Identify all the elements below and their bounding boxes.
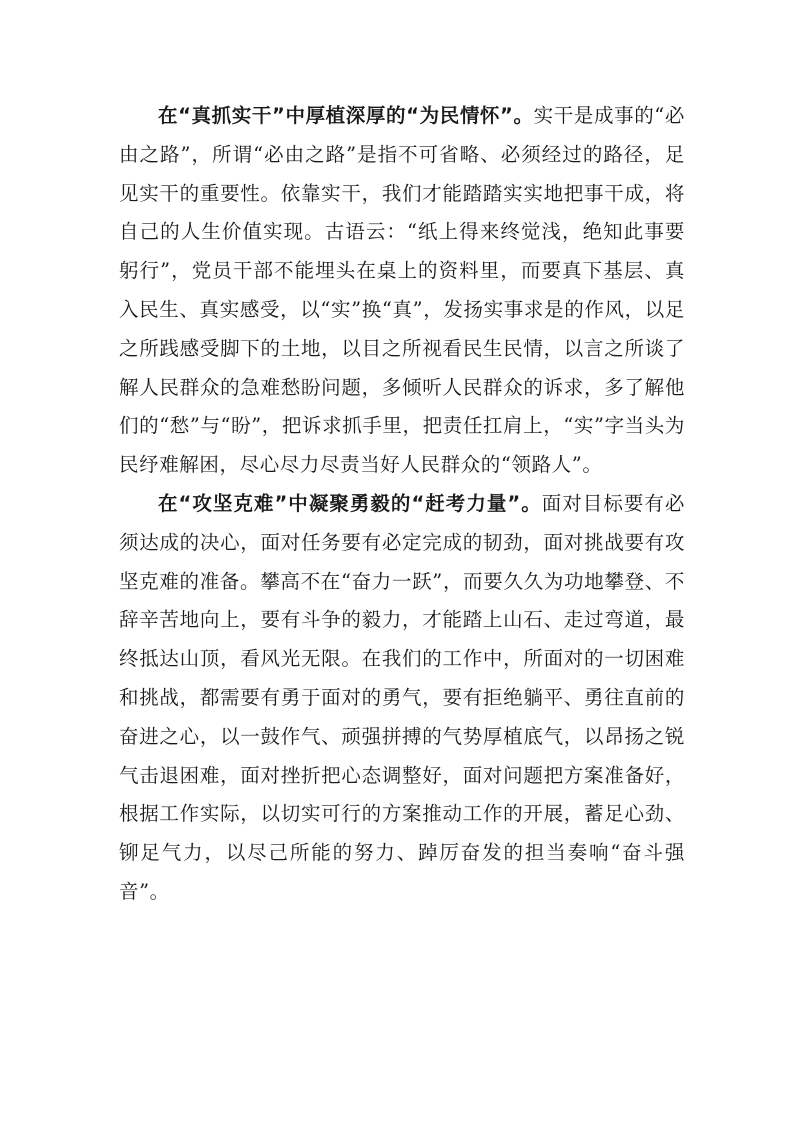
paragraph-2-text: 面对目标要有必须达成的决心，面对任务要有必定完成的韧劲，面对挑战要有攻坚克难的准备。攀高不在“奋力一跃”，而要久久为功地攀登、不辞辛苦地向上，要有斗争的毅力，才能踏上山石、走过弯道，最终抵达山顶，看风光无限。在我们的工作中，所面对的一切困难和挑战，都需要有勇于面对的勇气，要有拒绝躺平、勇往直前的奋进之心，以一鼓作气、顽强拼搏的气势厚植底气，以昂扬之锐气击退困难，面对挫折把心态调整好，面对问题把方案准备好，根据工作实际，以切实可行的方案推动工作的开展，蓄足心劲、铆足气力，以尽己所能的努力、踔厉奋发的担当奏响“奋斗强音”。 [119, 491, 685, 903]
paragraph-1-heading: 在“真抓实干”中厚植深厚的“为民情怀”。 [158, 104, 534, 127]
document-body [119, 97, 685, 912]
paragraph-1 [119, 97, 685, 485]
paragraph-2 [119, 485, 685, 912]
paragraph-1-text: 实干是成事的“必由之路”，所谓“必由之路”是指不可省略、必须经过的路径，足见实干的重要性。依靠实干，我们才能踏踏实实地把事干成，将自己的人生价值实现。古语云：“纸上得来终觉浅，绝知此事要躬行”，党员干部不能埋头在桌上的资料里，而要真下基层、真入民生、真实感受，以“实”换“真”，发扬实事求是的作风，以足之所践感受脚下的土地，以目之所视看民生民情，以言之所谈了解人民群众的急难愁盼问题，多倾听人民群众的诉求，多了解他们的“愁”与“盼”，把诉求抓手里，把责任扛肩上，“实”字当头为民纾难解困，尽心尽力尽责当好人民群众的“领路人”。 [119, 104, 685, 477]
paragraph-2-heading: 在“攻坚克难”中凝聚勇毅的“赶考力量”。 [158, 491, 542, 515]
